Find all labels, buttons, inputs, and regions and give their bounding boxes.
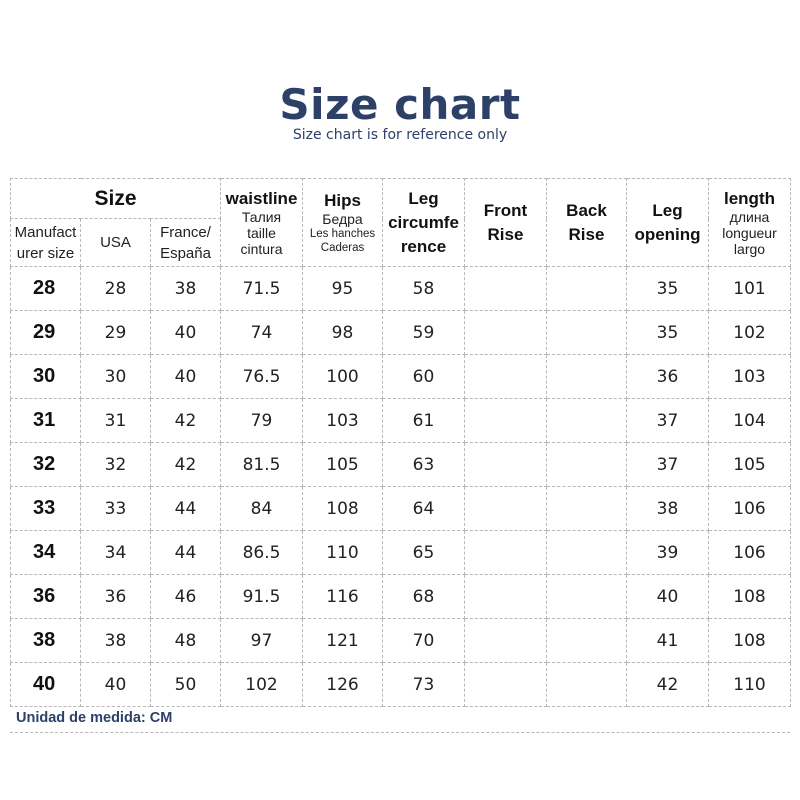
waistline-label-ru: Талия (241, 208, 282, 225)
usa-size-cell: 38 (81, 619, 151, 663)
leg-circumference-label-2: circumfe (388, 212, 459, 232)
manufacturer-size-cell: 36 (11, 575, 81, 619)
table-row (11, 487, 791, 531)
back-rise-label-1: Back (566, 200, 607, 220)
france-size-cell: 42 (151, 399, 221, 443)
waistline-cell: 76.5 (221, 355, 303, 399)
france-size-cell: 50 (151, 663, 221, 707)
waistline-header (221, 179, 303, 267)
leg-circumference-cell: 59 (383, 311, 465, 355)
length-cell: 103 (709, 355, 791, 399)
manufacturer-size-cell: 40 (11, 663, 81, 707)
front-rise-cell (465, 355, 547, 399)
waistline-cell: 74 (221, 311, 303, 355)
table-row (11, 355, 791, 399)
manufacturer-size-label-1: Manufact (14, 223, 77, 241)
table-row (11, 663, 791, 707)
manufacturer-size-cell: 32 (11, 443, 81, 487)
front-rise-cell (465, 311, 547, 355)
hips-cell: 108 (303, 487, 383, 531)
length-cell: 102 (709, 311, 791, 355)
hips-cell: 105 (303, 443, 383, 487)
usa-size-cell: 28 (81, 267, 151, 311)
length-cell: 106 (709, 531, 791, 575)
front-rise-cell (465, 663, 547, 707)
waistline-cell: 97 (221, 619, 303, 663)
leg-opening-label-2: opening (634, 224, 701, 244)
hips-cell: 110 (303, 531, 383, 575)
length-label: length (724, 188, 775, 208)
front-rise-cell (465, 399, 547, 443)
footer-divider (10, 732, 790, 733)
manufacturer-size-cell: 34 (11, 531, 81, 575)
table-row (11, 399, 791, 443)
leg-circumference-label-1: Leg (408, 188, 439, 208)
table-row (11, 575, 791, 619)
hips-header (303, 179, 383, 267)
manufacturer-size-cell: 38 (11, 619, 81, 663)
leg-opening-cell: 37 (627, 399, 709, 443)
leg-opening-cell: 36 (627, 355, 709, 399)
france-size-cell: 48 (151, 619, 221, 663)
hips-label-ru: Бедра (322, 210, 363, 227)
hips-cell: 116 (303, 575, 383, 619)
table-row (11, 311, 791, 355)
leg-circumference-cell: 70 (383, 619, 465, 663)
france-size-cell: 40 (151, 311, 221, 355)
leg-circumference-cell: 61 (383, 399, 465, 443)
leg-circumference-cell: 63 (383, 443, 465, 487)
front-rise-label-1: Front (483, 200, 528, 220)
manufacturer-size-header (11, 219, 81, 267)
waistline-cell: 86.5 (221, 531, 303, 575)
leg-circumference-cell: 73 (383, 663, 465, 707)
waistline-cell: 79 (221, 399, 303, 443)
manufacturer-size-cell: 31 (11, 399, 81, 443)
front-rise-cell (465, 531, 547, 575)
leg-opening-cell: 35 (627, 311, 709, 355)
back-rise-cell (547, 575, 627, 619)
length-cell: 104 (709, 399, 791, 443)
page-subtitle: Size chart is for reference only (292, 127, 508, 143)
length-label-es: largo (733, 240, 766, 257)
table-row (11, 619, 791, 663)
front-rise-cell (465, 267, 547, 311)
length-label-fr: longueur (722, 224, 777, 241)
leg-circumference-cell: 68 (383, 575, 465, 619)
length-header (709, 179, 791, 267)
leg-opening-cell: 37 (627, 443, 709, 487)
france-size-cell: 38 (151, 267, 221, 311)
waistline-cell: 102 (221, 663, 303, 707)
length-cell: 101 (709, 267, 791, 311)
leg-circumference-cell: 65 (383, 531, 465, 575)
usa-size-cell: 30 (81, 355, 151, 399)
hips-label-fr: Les hanches (309, 227, 376, 240)
waistline-label-es: cintura (240, 240, 283, 257)
back-rise-cell (547, 311, 627, 355)
length-cell: 105 (709, 443, 791, 487)
leg-opening-cell: 42 (627, 663, 709, 707)
unit-note: Unidad de medida: CM (16, 710, 173, 726)
table-row (11, 267, 791, 311)
espana-label: España (160, 244, 211, 262)
hips-cell: 98 (303, 311, 383, 355)
page-title: Size chart (279, 80, 521, 129)
france-size-cell: 44 (151, 487, 221, 531)
france-label: France/ (160, 223, 211, 241)
usa-size-cell: 33 (81, 487, 151, 531)
back-rise-header (547, 179, 627, 267)
length-cell: 108 (709, 619, 791, 663)
leg-opening-cell: 41 (627, 619, 709, 663)
leg-opening-cell: 39 (627, 531, 709, 575)
length-cell: 106 (709, 487, 791, 531)
hips-cell: 121 (303, 619, 383, 663)
back-rise-cell (547, 399, 627, 443)
waistline-cell: 71.5 (221, 267, 303, 311)
usa-size-cell: 31 (81, 399, 151, 443)
front-rise-cell (465, 443, 547, 487)
hips-cell: 100 (303, 355, 383, 399)
front-rise-cell (465, 575, 547, 619)
leg-opening-cell: 38 (627, 487, 709, 531)
france-size-cell: 46 (151, 575, 221, 619)
manufacturer-size-cell: 33 (11, 487, 81, 531)
size-rows (11, 267, 791, 707)
front-rise-header (465, 179, 547, 267)
back-rise-cell (547, 355, 627, 399)
leg-opening-cell: 35 (627, 267, 709, 311)
france-size-cell: 40 (151, 355, 221, 399)
waistline-label-fr: taille (247, 224, 276, 241)
size-chart-table (10, 178, 791, 707)
back-rise-cell (547, 663, 627, 707)
length-cell: 108 (709, 575, 791, 619)
hips-label: Hips (324, 190, 361, 210)
manufacturer-size-label-2: urer size (16, 244, 75, 262)
usa-size-cell: 34 (81, 531, 151, 575)
manufacturer-size-cell: 30 (11, 355, 81, 399)
size-group-header: Size (11, 179, 221, 219)
leg-opening-cell: 40 (627, 575, 709, 619)
leg-opening-label-1: Leg (652, 200, 683, 220)
waistline-cell: 91.5 (221, 575, 303, 619)
waistline-cell: 84 (221, 487, 303, 531)
hips-cell: 103 (303, 399, 383, 443)
manufacturer-size-cell: 29 (11, 311, 81, 355)
waistline-label: waistline (225, 188, 298, 208)
waistline-cell: 81.5 (221, 443, 303, 487)
front-rise-cell (465, 487, 547, 531)
back-rise-cell (547, 267, 627, 311)
manufacturer-size-cell: 28 (11, 267, 81, 311)
france-size-cell: 42 (151, 443, 221, 487)
leg-circumference-label-3: rence (400, 236, 447, 256)
back-rise-cell (547, 531, 627, 575)
front-rise-cell (465, 619, 547, 663)
usa-size-cell: 32 (81, 443, 151, 487)
leg-circumference-header (383, 179, 465, 267)
leg-opening-header (627, 179, 709, 267)
hips-label-es: Caderas (320, 241, 365, 254)
leg-circumference-cell: 64 (383, 487, 465, 531)
france-espana-header (151, 219, 221, 267)
usa-size-cell: 40 (81, 663, 151, 707)
usa-header: USA (81, 219, 151, 267)
back-rise-label-2: Rise (568, 224, 605, 244)
back-rise-cell (547, 487, 627, 531)
hips-cell: 95 (303, 267, 383, 311)
france-size-cell: 44 (151, 531, 221, 575)
back-rise-cell (547, 619, 627, 663)
usa-size-cell: 29 (81, 311, 151, 355)
length-cell: 110 (709, 663, 791, 707)
front-rise-label-2: Rise (487, 224, 524, 244)
usa-size-cell: 36 (81, 575, 151, 619)
table-row (11, 443, 791, 487)
back-rise-cell (547, 443, 627, 487)
hips-cell: 126 (303, 663, 383, 707)
length-label-ru: длина (729, 208, 770, 225)
leg-circumference-cell: 60 (383, 355, 465, 399)
leg-circumference-cell: 58 (383, 267, 465, 311)
table-row (11, 531, 791, 575)
